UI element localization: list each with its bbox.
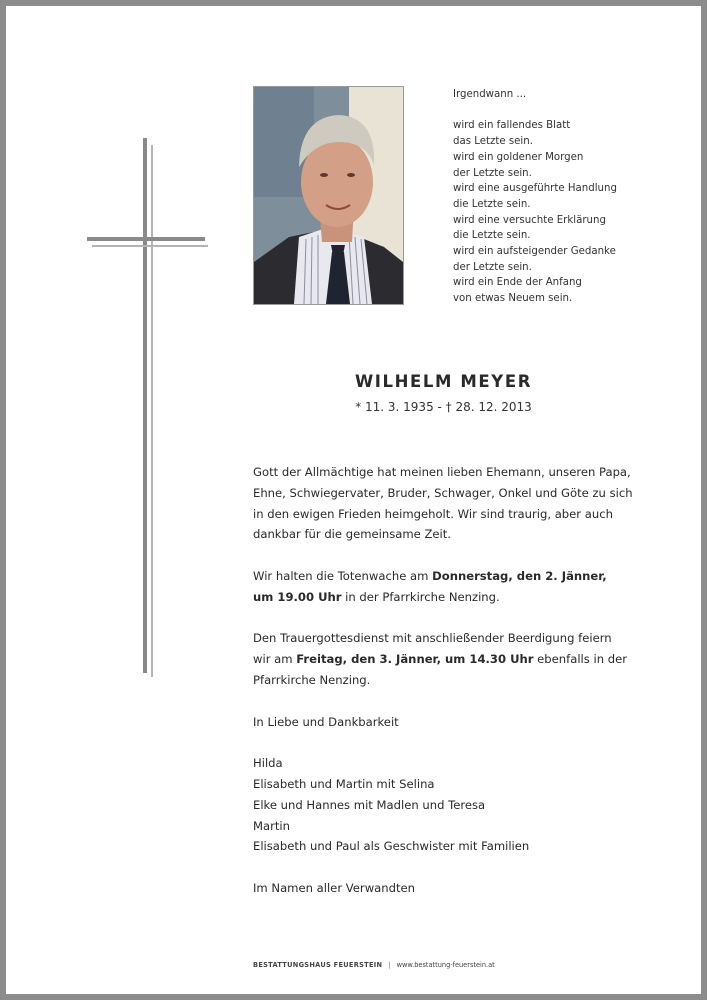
poem-line: der Letzte sein. xyxy=(453,261,532,273)
text-line: Pfarrkirche Nenzing. xyxy=(253,672,371,687)
poem-line: von etwas Neuem sein. xyxy=(453,293,573,305)
cross-horizontal-bar xyxy=(87,237,205,241)
text-line: Gott der Allmächtige hat meinen lieben Ehemann, unseren Papa, xyxy=(253,465,631,479)
footer-brand: BESTATTUNGSHAUS FEUERSTEIN xyxy=(253,961,383,969)
text-line: dankbar für die gemeinsame Zeit. xyxy=(253,527,451,542)
family-member: Elisabeth und Martin mit Selina xyxy=(253,776,435,791)
paragraph-announcement xyxy=(253,462,673,545)
cross-vertical-bar xyxy=(143,138,147,673)
poem-line: wird eine ausgeführte Handlung xyxy=(453,183,617,195)
portrait-photo xyxy=(253,86,404,305)
paragraph-wake xyxy=(253,566,673,608)
paragraph-funeral xyxy=(253,628,673,690)
announcement-text xyxy=(253,462,673,920)
cross-vertical-line xyxy=(151,145,153,677)
poem-line: wird ein fallendes Blatt xyxy=(453,120,571,132)
poem-line: die Letzte sein. xyxy=(453,230,531,242)
poem-line: die Letzte sein. xyxy=(453,198,531,210)
text-line: Ehne, Schwiegervater, Bruder, Schwager, Onkel und Göte zu sich xyxy=(253,485,633,500)
text-segment: ebenfalls in der xyxy=(533,652,628,667)
text-segment: wir am xyxy=(253,652,297,667)
wake-date: Donnerstag, den 2. Jänner, xyxy=(432,568,607,583)
family-member: Elke und Hannes mit Madlen und Teresa xyxy=(253,797,486,812)
footer-separator: | xyxy=(388,961,391,969)
poem-line: wird ein goldener Morgen xyxy=(453,151,584,163)
signoff-line: Im Namen aller Verwandten xyxy=(253,880,416,895)
poem-line: wird eine versuchte Erklärung xyxy=(453,214,606,226)
family-member: Elisabeth und Paul als Geschwister mit Familien xyxy=(253,839,530,854)
closing-line: In Liebe und Dankbarkeit xyxy=(253,714,399,729)
wake-time: um 19.00 Uhr xyxy=(253,589,342,604)
poem-line: der Letzte sein. xyxy=(453,167,532,179)
poem-line: wird ein aufsteigender Gedanke xyxy=(453,246,616,258)
funeral-date-time: Freitag, den 3. Jänner, um 14.30 Uhr xyxy=(296,652,534,667)
text-segment: in der Pfarrkirche Nenzing. xyxy=(341,589,500,604)
poem xyxy=(453,87,693,307)
text-line: in den ewigen Frieden heimgeholt. Wir sind traurig, aber auch xyxy=(253,506,613,521)
life-dates: * 11. 3. 1935 - † 28. 12. 2013 xyxy=(355,400,532,414)
text-line: Den Trauergottesdienst mit anschließender Beerdigung feiern xyxy=(253,631,612,646)
text-segment: Wir halten die Totenwache am xyxy=(253,568,433,583)
footer-url[interactable]: www.bestattung-feuerstein.at xyxy=(396,961,495,969)
poem-line: wird ein Ende der Anfang xyxy=(453,277,582,289)
cross-horizontal-line xyxy=(92,245,208,247)
family-member: Hilda xyxy=(253,756,283,771)
family-member: Martin xyxy=(253,818,290,833)
deceased-name: WILHELM MEYER xyxy=(354,372,533,391)
poem-intro: Irgendwann ... xyxy=(453,89,527,100)
footer xyxy=(253,961,495,969)
poem-line: das Letzte sein. xyxy=(453,136,533,148)
family-list xyxy=(253,753,673,857)
